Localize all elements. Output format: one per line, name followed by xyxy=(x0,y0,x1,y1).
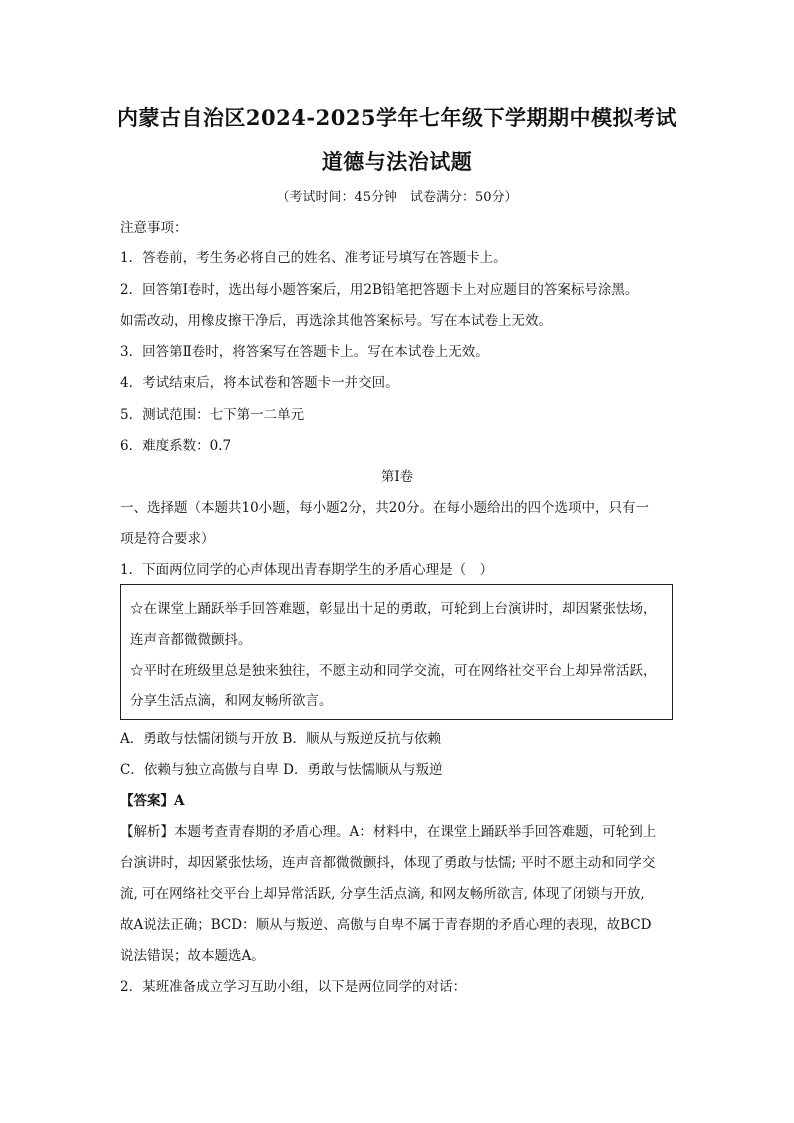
note-item: 2．回答第Ⅰ卷时，选出每小题答案后，用2B铅笔把答题卡上对应题目的答案标号涂黑。 xyxy=(120,282,639,298)
exam-info: （考试时间：45分钟 试卷满分：50分） xyxy=(276,190,518,205)
question-1-analysis: 【解析】本题考查青春期的矛盾心理。A：材料中，在课堂上踊跃举手回答难题，可轮到上 xyxy=(120,824,657,840)
note-item: 3．回答第Ⅱ卷时，将答案写在答题卡上。写在本试卷上无效。 xyxy=(120,344,489,360)
volume-label: 第Ⅰ卷 xyxy=(380,469,414,485)
question-1-options: C．依赖与独立高傲与自卑 D．勇敢与怯懦顺从与叛逆 xyxy=(120,762,443,778)
question-2-stem: 2．某班准备成立学习互助小组，以下是两位同学的对话： xyxy=(120,979,467,995)
question-1-options: A．勇敢与怯懦闭锁与开放 B．顺从与叛逆反抗与依赖 xyxy=(120,731,441,747)
question-1-stem: 1．下面两位同学的心声体现出青春期学生的矛盾心理是（ ） xyxy=(120,562,494,578)
question-1-analysis: 说法错误；故本题选A。 xyxy=(120,948,265,964)
material-line: ☆在课堂上踊跃举手回答难题，彰显出十足的勇敢，可轮到上台演讲时，却因紧张怯场， xyxy=(130,601,657,617)
material-line: 连声音都微微颤抖。 xyxy=(130,632,252,648)
material-line: ☆平时在班级里总是独来独往，不愿主动和同学交流，可在网络社交平台上却异常活跃， xyxy=(130,663,657,679)
note-item: 如需改动，用橡皮擦干净后，再选涂其他答案标号。写在本试卷上无效。 xyxy=(120,313,552,329)
note-item: 1．答卷前，考生务必将自己的姓名、准考证号填写在答题卡上。 xyxy=(120,250,507,266)
exam-subject-title: 道德与法治试题 xyxy=(321,149,473,174)
exam-title: 内蒙古自治区2024-2025学年七年级下学期期中模拟考试 xyxy=(116,105,678,130)
question-1-analysis: 流, 可在网络社交平台上却异常活跃, 分享生活点滴, 和网友畅所欲言, 体现了闭锁与开放, xyxy=(120,886,645,902)
section-instructions: 一、选择题（本题共10小题，每小题2分，共20分。在每小题给出的四个选项中，只有一 xyxy=(120,500,649,516)
material-line: 分享生活点滴，和网友畅所欲言。 xyxy=(130,693,333,709)
notes-heading: 注意事项： xyxy=(120,220,188,236)
question-1-answer: 【答案】A xyxy=(120,793,185,809)
question-1-analysis: 台演讲时，却因紧张怯场，连声音都微微颤抖，体现了勇敢与怯懦; 平时不愿主动和同学交 xyxy=(120,855,656,871)
note-item: 6．难度系数：0.7 xyxy=(120,438,232,454)
note-item: 5．测试范围：七下第一二单元 xyxy=(120,407,305,423)
section-instructions: 项是符合要求） xyxy=(120,531,215,547)
question-1-material-box xyxy=(120,584,673,720)
note-item: 4．考试结束后，将本试卷和答题卡一并交回。 xyxy=(120,375,399,391)
question-1-analysis: 故A说法正确；BCD：顺从与叛逆、高傲与自卑不属于青春期的矛盾心理的表现，故BCD xyxy=(120,917,652,933)
